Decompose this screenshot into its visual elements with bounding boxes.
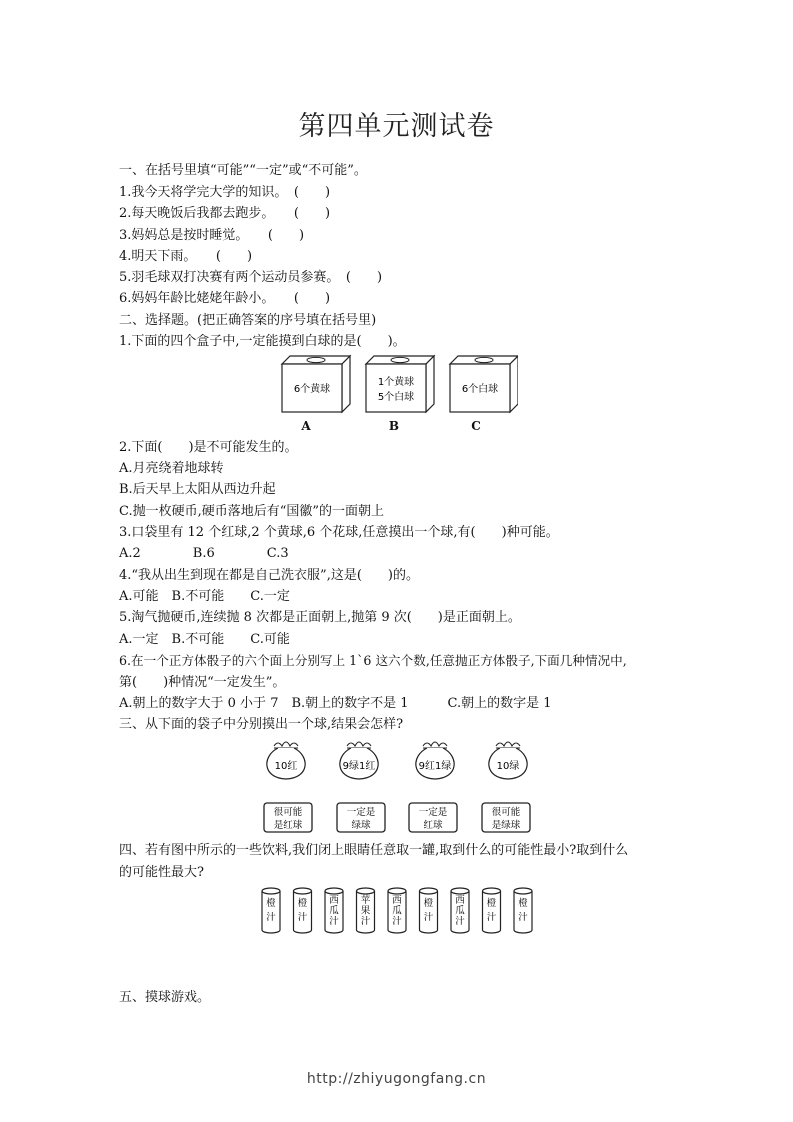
- footer-url: http://zhiyugongfang.cn: [306, 1071, 487, 1087]
- drink-can: [388, 888, 406, 933]
- can-label-char: 橙: [486, 898, 497, 909]
- can-label-char: 汁: [297, 912, 308, 923]
- page-title: 第四单元测试卷: [298, 111, 495, 142]
- question-2-option-b: B.后天早上太阳从西边升起: [119, 482, 276, 497]
- svg-text:一定是: 一定是: [418, 807, 448, 818]
- can-label-char: 汁: [518, 912, 528, 923]
- section-4-heading-line-2: 的可能性最大?: [119, 865, 204, 880]
- box-b-image: [366, 356, 434, 412]
- drink-can: [325, 888, 343, 933]
- section-1-item: 2.每天晚饭后我都去跑步。 ( ): [119, 206, 331, 221]
- can-label-char: 果: [360, 905, 371, 917]
- box-b-text-1: 1个黄球: [377, 377, 415, 388]
- can-label-char: 汁: [329, 916, 339, 927]
- can-label-char: 橙: [518, 898, 528, 909]
- result-box: [409, 803, 457, 832]
- result-box: [482, 803, 530, 832]
- can-label-char: 苹: [360, 895, 371, 906]
- drink-can: [262, 888, 280, 933]
- bag-image: [416, 742, 454, 779]
- section-1-item: 3.妈妈总是按时睡觉。 ( ): [119, 228, 305, 243]
- bag-text: 9红1绿: [418, 761, 452, 772]
- section-1-item: 4.明天下雨。 ( ): [119, 249, 253, 264]
- svg-text:红球: 红球: [423, 820, 443, 831]
- can-label-char: 瓜: [392, 905, 402, 917]
- question-2-option-a: A.月亮绕着地球转: [119, 461, 224, 476]
- can-label-char: 汁: [360, 916, 371, 927]
- can-label-char: 瓜: [329, 905, 339, 917]
- bag-image: [340, 742, 378, 779]
- question-5: 5.淘气抛硬币,连续抛 8 次都是正面朝上,抛第 9 次( )是正面朝上。: [119, 610, 521, 625]
- bag-image: [267, 742, 305, 779]
- can-label-char: 西: [392, 895, 402, 906]
- box-c-label: C: [471, 419, 481, 433]
- bag-text: 9绿1红: [342, 761, 376, 772]
- question-2: 2.下面( )是不可能发生的。: [119, 440, 298, 455]
- can-label-char: 橙: [423, 898, 434, 909]
- result-box: [264, 803, 312, 832]
- bag-text: 10红: [274, 761, 298, 772]
- svg-text:一定是: 一定是: [346, 807, 376, 818]
- drink-can: [483, 888, 501, 933]
- can-label-char: 西: [329, 895, 339, 906]
- boxes-figure: [278, 352, 518, 414]
- drink-can: [357, 888, 375, 933]
- box-b-text-2: 5个白球: [377, 392, 415, 403]
- can-label-char: 西: [455, 895, 465, 906]
- can-label-char: 汁: [486, 912, 497, 923]
- question-3: 3.口袋里有 12 个红球,2 个黄球,6 个花球,任意摸出一个球,有( )种可能。: [119, 525, 559, 540]
- section-2-heading: 二、选择题。(把正确答案的序号填在括号里): [119, 313, 377, 328]
- question-1: 1.下面的四个盒子中,一定能摸到白球的是( )。: [119, 334, 406, 349]
- question-4: 4.“我从出生到现在都是自己洗衣服”,这是( )的。: [119, 568, 419, 583]
- section-1-item: 5.羽毛球双打决赛有两个运动员参赛。 ( ): [119, 270, 383, 285]
- can-label-char: 瓜: [455, 905, 465, 917]
- svg-text:绿球: 绿球: [351, 820, 371, 831]
- svg-text:很可能: 很可能: [273, 807, 303, 818]
- drink-can: [294, 888, 312, 933]
- svg-text:是绿球: 是绿球: [491, 820, 521, 831]
- box-a-label: A: [301, 419, 311, 433]
- bag-text: 10绿: [496, 761, 520, 772]
- box-a-text: 6个黄球: [293, 384, 331, 395]
- section-5-heading: 五、摸球游戏。: [119, 990, 211, 1005]
- box-c-text: 6个白球: [461, 384, 499, 395]
- section-3-heading: 三、从下面的袋子中分别摸出一个球,结果会怎样?: [119, 717, 404, 732]
- cans-figure: [254, 884, 540, 940]
- results-figure: [258, 800, 540, 836]
- can-label-char: 橙: [266, 898, 276, 909]
- question-3-options: A.2 B.6 C.3: [119, 546, 289, 561]
- section-1-item: 1.我今天将学完大学的知识。 ( ): [119, 185, 331, 200]
- svg-text:是红球: 是红球: [273, 820, 303, 831]
- box-c-image: [450, 356, 518, 412]
- result-box: [337, 803, 385, 832]
- box-a-image: [282, 356, 350, 412]
- bags-figure: [260, 738, 540, 784]
- question-2-option-c: C.抛一枚硬币,硬币落地后有“国徽”的一面朝上: [119, 504, 385, 519]
- drink-can: [451, 888, 469, 933]
- section-1-item: 6.妈妈年龄比姥姥年龄小。 ( ): [119, 291, 331, 306]
- can-label-char: 汁: [423, 912, 434, 923]
- can-label-char: 汁: [392, 916, 402, 927]
- question-5-options: A.一定 B.不可能 C.可能: [119, 632, 290, 647]
- can-label-char: 橙: [297, 898, 308, 909]
- box-b-label: B: [388, 419, 400, 433]
- section-1-heading: 一、在括号里填“可能”“一定”或“不可能”。: [119, 163, 367, 178]
- question-4-options: A.可能 B.不可能 C.一定: [119, 589, 290, 604]
- section-4-heading-line-1: 四、若有图中所示的一些饮料,我们闭上眼睛任意取一罐,取到什么的可能性最小?取到什么: [119, 843, 629, 858]
- can-label-char: 汁: [266, 912, 276, 923]
- svg-text:很可能: 很可能: [491, 807, 521, 818]
- question-6-options: A.朝上的数字大于 0 小于 7 B.朝上的数字不是 1 C.朝上的数字是 1: [119, 696, 552, 711]
- bag-image: [489, 742, 527, 779]
- can-label-char: 汁: [455, 916, 465, 927]
- drink-can: [514, 888, 532, 933]
- question-6-line-2: 第( )种情况“一定发生”。: [119, 675, 286, 690]
- question-6-line-1: 6.在一个正方体骰子的六个面上分别写上 1`6 这六个数,任意抛正方体骰子,下面几种情况中,: [119, 653, 627, 668]
- drink-can: [420, 888, 438, 933]
